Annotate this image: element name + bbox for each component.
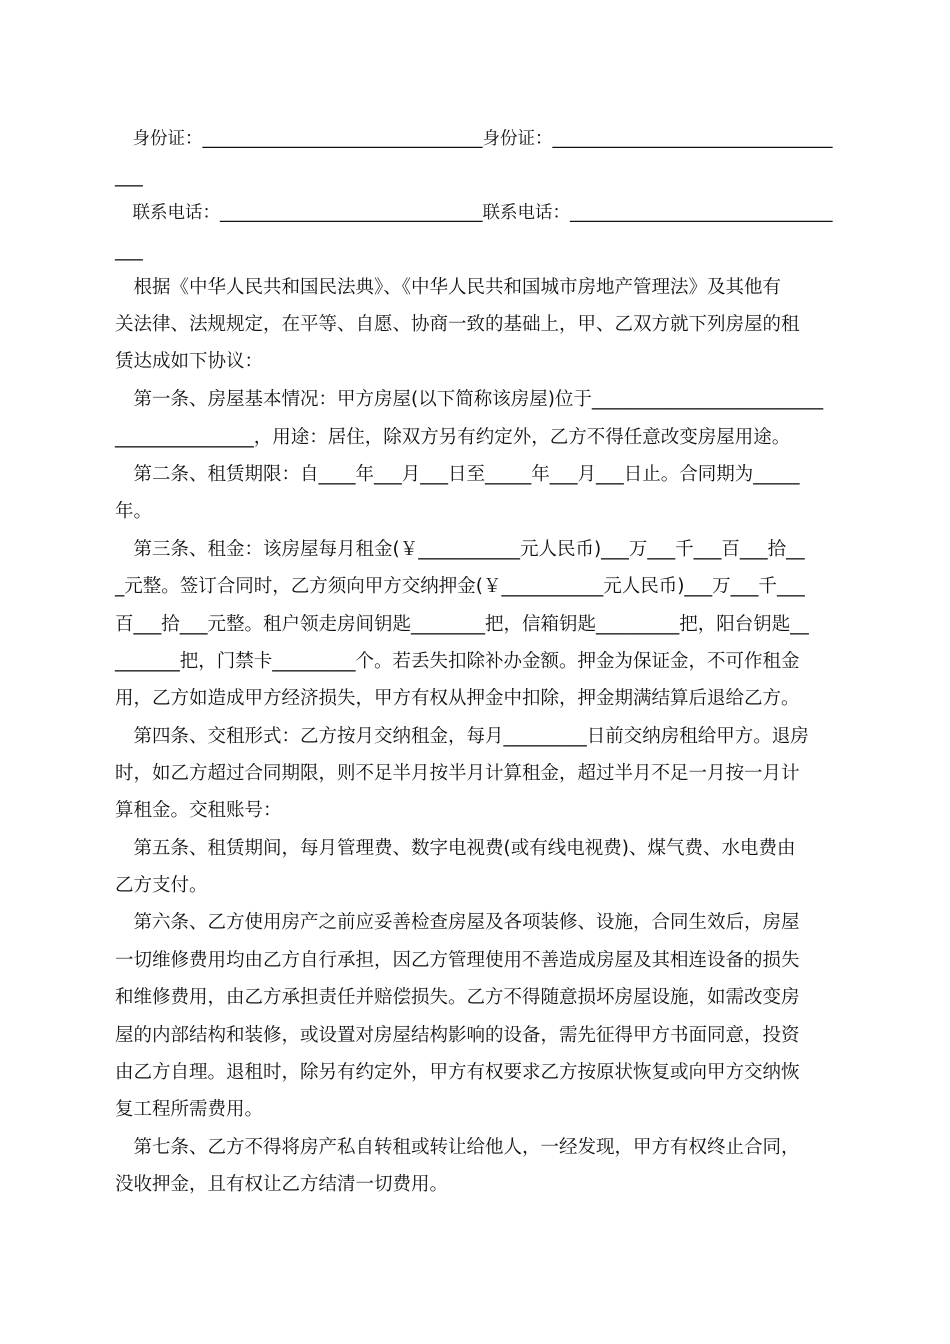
id-card-line: 身份证：________________________________身份证：________________________________ bbox=[115, 129, 833, 149]
article-3-line: 第三条、租金：该房屋每月租金(￥___________元人民币)___万___千___百___拾__ bbox=[115, 539, 805, 560]
article-6-line: 第六条、乙方使用房产之前应妥善检查房屋及各项装修、设施，合同生效后，房屋 bbox=[115, 912, 800, 933]
preamble-line: 根据《中华人民共和国民法典》、《中华人民共和国城市房地产管理法》及其他有 bbox=[115, 277, 782, 298]
article-7-line: 第七条、乙方不得将房产私自转租或转让给他人，一经发现，甲方有权终止合同， bbox=[115, 1137, 800, 1158]
article-6-line: 和维修费用，由乙方承担责任并赔偿损失。乙方不得随意损坏房屋设施，如需改变房 bbox=[115, 987, 800, 1008]
article-5-line: 乙方支付。 bbox=[115, 875, 208, 896]
article-6-line: 一切维修费用均由乙方自行承担，因乙方管理使用不善造成房屋及其相连设备的损失 bbox=[115, 950, 800, 971]
article-2-line: 年。 bbox=[115, 501, 153, 522]
article-4-line: 第四条、交租形式：乙方按月交纳租金，每月_________日前交纳房租给甲方。退房 bbox=[115, 726, 809, 747]
phone-line: 联系电话：______________________________联系电话：______________________________ bbox=[115, 203, 833, 223]
article-3-line: _______把，门禁卡_________个。若丢失扣除补办金额。押金为保证金，不可作租金 bbox=[115, 651, 800, 672]
preamble-line: 赁达成如下协议： bbox=[115, 351, 264, 372]
article-6-line: 复工程所需费用。 bbox=[115, 1099, 264, 1120]
phone-line-continuation: ___ bbox=[115, 240, 143, 261]
article-5-line: 第五条、租赁期间，每月管理费、数字电视费(或有线电视费)、煤气费、水电费由 bbox=[115, 838, 796, 859]
article-3-line: 用，乙方如造成甲方经济损失，甲方有权从押金中扣除，押金期满结算后退给乙方。 bbox=[115, 688, 800, 709]
article-4-line: 算租金。交租账号： bbox=[115, 800, 282, 821]
article-6-line: 屋的内部结构和装修，或设置对房屋结构影响的设备，需先征得甲方书面同意，投资 bbox=[115, 1025, 800, 1046]
article-7-line: 没收押金，且有权让乙方结清一切费用。 bbox=[115, 1174, 449, 1195]
article-4-line: 时，如乙方超过合同期限，则不足半月按半月计算租金，超过半月不足一月按一月计 bbox=[115, 763, 800, 784]
article-1-line: _______________，用途：居住，除双方另有约定外，乙方不得任意改变房屋用途。 bbox=[115, 427, 791, 448]
id-card-line-continuation: ___ bbox=[115, 166, 143, 187]
article-2-line: 第二条、租赁期限：自____年___月___日至_____年___月___日止。合同期为_____ bbox=[115, 464, 800, 485]
article-1-line: 第一条、房屋基本情况：甲方房屋(以下简称该房屋)位于_________________________ bbox=[115, 389, 824, 410]
preamble-line: 关法律、法规规定，在平等、自愿、协商一致的基础上，甲、乙双方就下列房屋的租 bbox=[115, 314, 800, 335]
article-3-line: _元整。签订合同时，乙方须向甲方交纳押金(￥___________元人民币)___万___千___ bbox=[115, 576, 805, 597]
article-3-line: 百___拾___元整。租户领走房间钥匙________把，信箱钥匙_________把，阳台钥匙__ bbox=[115, 614, 809, 635]
article-6-line: 由乙方自理。退租时，除另有约定外，甲方有权要求乙方按原状恢复或向甲方交纳恢 bbox=[115, 1062, 800, 1083]
